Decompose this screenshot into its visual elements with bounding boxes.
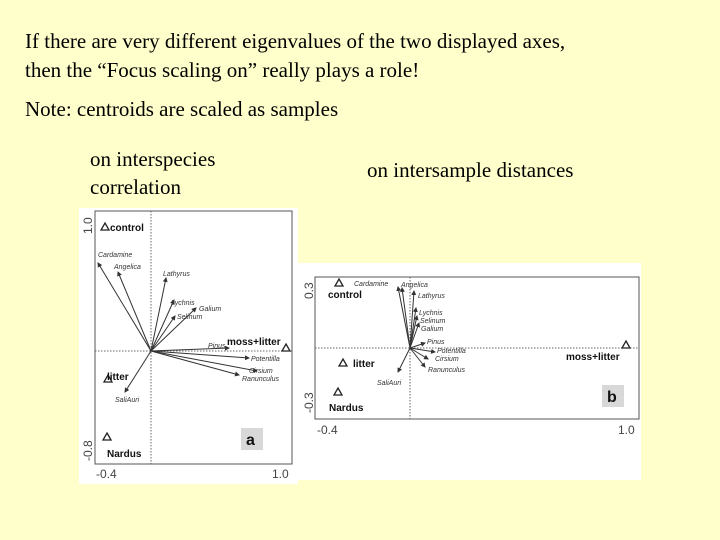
panel-a-label-potentilla: Potentilla	[251, 356, 280, 363]
panel-b-label-cardamine: Cardamine	[354, 281, 389, 288]
panel-b-label-lychnis: Lychnis	[419, 310, 443, 317]
panel-b-letter: b	[607, 389, 617, 406]
panel-b-arrow-ranunculus	[410, 348, 425, 367]
panel-a-label-lychnis: Lychnis	[171, 300, 195, 307]
panel-a-arrow-saliauri	[125, 351, 151, 392]
panel-b-label-cirsium: Cirsium	[435, 356, 459, 363]
note-text: Note: centroids are scaled as samples	[25, 97, 339, 121]
panel-a-y-tick-bottom: -0.8	[81, 440, 95, 461]
panel-b-label-selinum: Selinum	[420, 318, 446, 325]
panel-a-caption	[90, 145, 290, 201]
panel-a-caption-line-2: correlation	[90, 175, 181, 199]
panel-b-label-potentilla: Potentilla	[437, 348, 466, 355]
panel-a-y-tick-top: 1.0	[81, 217, 95, 234]
panel-b-arrow-pinus	[410, 343, 425, 348]
panel-b-centroid-litter-label: litter	[353, 359, 375, 370]
triangle-icon	[101, 223, 109, 230]
panel-a-centroid-nardus	[103, 433, 142, 460]
panel-a-letter: a	[246, 432, 255, 449]
panel-b-centroid-control-label: control	[328, 290, 362, 301]
panel-a-label-cirsium: Cirsium	[249, 368, 273, 375]
panel-a-caption-line-1: on interspecies	[90, 147, 216, 171]
triangle-icon	[335, 279, 343, 286]
panel-b-arrow-cardamine	[398, 287, 410, 348]
panel-a-arrow-angelica	[118, 272, 151, 351]
triangle-icon	[282, 344, 290, 351]
panel-a-label-pinus: Pinus	[208, 343, 226, 350]
panel-b-y-tick-bottom: -0.3	[302, 392, 316, 413]
panel-a-centroid-control-label: control	[110, 223, 144, 234]
panel-a-svg	[79, 208, 298, 484]
panel-b-centroid-nardus-label: Nardus	[329, 403, 364, 414]
panel-b-label-pinus: Pinus	[427, 339, 445, 346]
panel-b-x-tick-right: 1.0	[618, 423, 635, 437]
panel-a-arrow-lychnis	[151, 300, 174, 351]
panel-a-label-galium: Galium	[199, 306, 222, 313]
panel-a-centroid-litter-label: litter	[107, 372, 129, 383]
panel-b-biplot	[298, 263, 641, 480]
panel-a-arrow-cirsium	[151, 351, 257, 371]
intro-text	[25, 27, 565, 85]
panel-a-label-ranunculus: Ranunculus	[242, 376, 279, 383]
panel-b-x-tick-left: -0.4	[317, 423, 338, 437]
triangle-icon	[339, 359, 347, 366]
panel-a-centroid-litter	[104, 372, 129, 383]
triangle-icon	[334, 388, 342, 395]
panel-a-x-tick-right: 1.0	[272, 467, 289, 481]
triangle-icon	[622, 341, 630, 348]
panel-a-label-selinum: Selinum	[177, 314, 203, 321]
intro-line-2: then the “Focus scaling on” really plays a role!	[25, 58, 420, 82]
panel-a-label-saliauri: SaliAuri	[115, 397, 140, 404]
panel-b-centroid-nardus	[329, 388, 364, 414]
panel-b-y-tick-top: 0.3	[302, 282, 316, 299]
panel-b-label-angelica: Angelica	[401, 282, 428, 289]
panel-a-x-tick-left: -0.4	[96, 467, 117, 481]
triangle-icon	[103, 433, 111, 440]
panel-a-centroid-moss-litter-label: moss+litter	[227, 337, 281, 348]
panel-b-centroid-moss-litter	[566, 341, 630, 363]
panel-a-biplot	[79, 208, 298, 484]
panel-a-centroid-nardus-label: Nardus	[107, 449, 142, 460]
intro-line-1: If there are very different eigenvalues of the two displayed axes,	[25, 29, 566, 53]
panel-b-svg	[298, 263, 641, 480]
panel-b-arrow-saliauri	[398, 348, 410, 372]
panel-b-centroid-litter	[339, 359, 375, 370]
panel-a-arrow-cardamine	[98, 263, 151, 351]
panel-b-label-ranunculus: Ranunculus	[428, 367, 465, 374]
panel-b-label-galium: Galium	[421, 326, 444, 333]
panel-b-caption: on intersample distances	[367, 158, 574, 182]
panel-a-label-cardamine: Cardamine	[98, 252, 133, 259]
panel-b-label-lathyrus: Lathyrus	[418, 293, 445, 300]
panel-b-label-saliauri: SaliAuri	[377, 380, 402, 387]
panel-a-label-angelica: Angelica	[114, 264, 141, 271]
panel-b-arrow-angelica	[402, 288, 410, 348]
panel-b-centroid-moss-litter-label: moss+litter	[566, 352, 620, 363]
panel-a-centroid-moss-litter	[227, 337, 290, 351]
panel-a-label-lathyrus: Lathyrus	[163, 271, 190, 278]
panel-a-centroid-control	[101, 223, 144, 234]
